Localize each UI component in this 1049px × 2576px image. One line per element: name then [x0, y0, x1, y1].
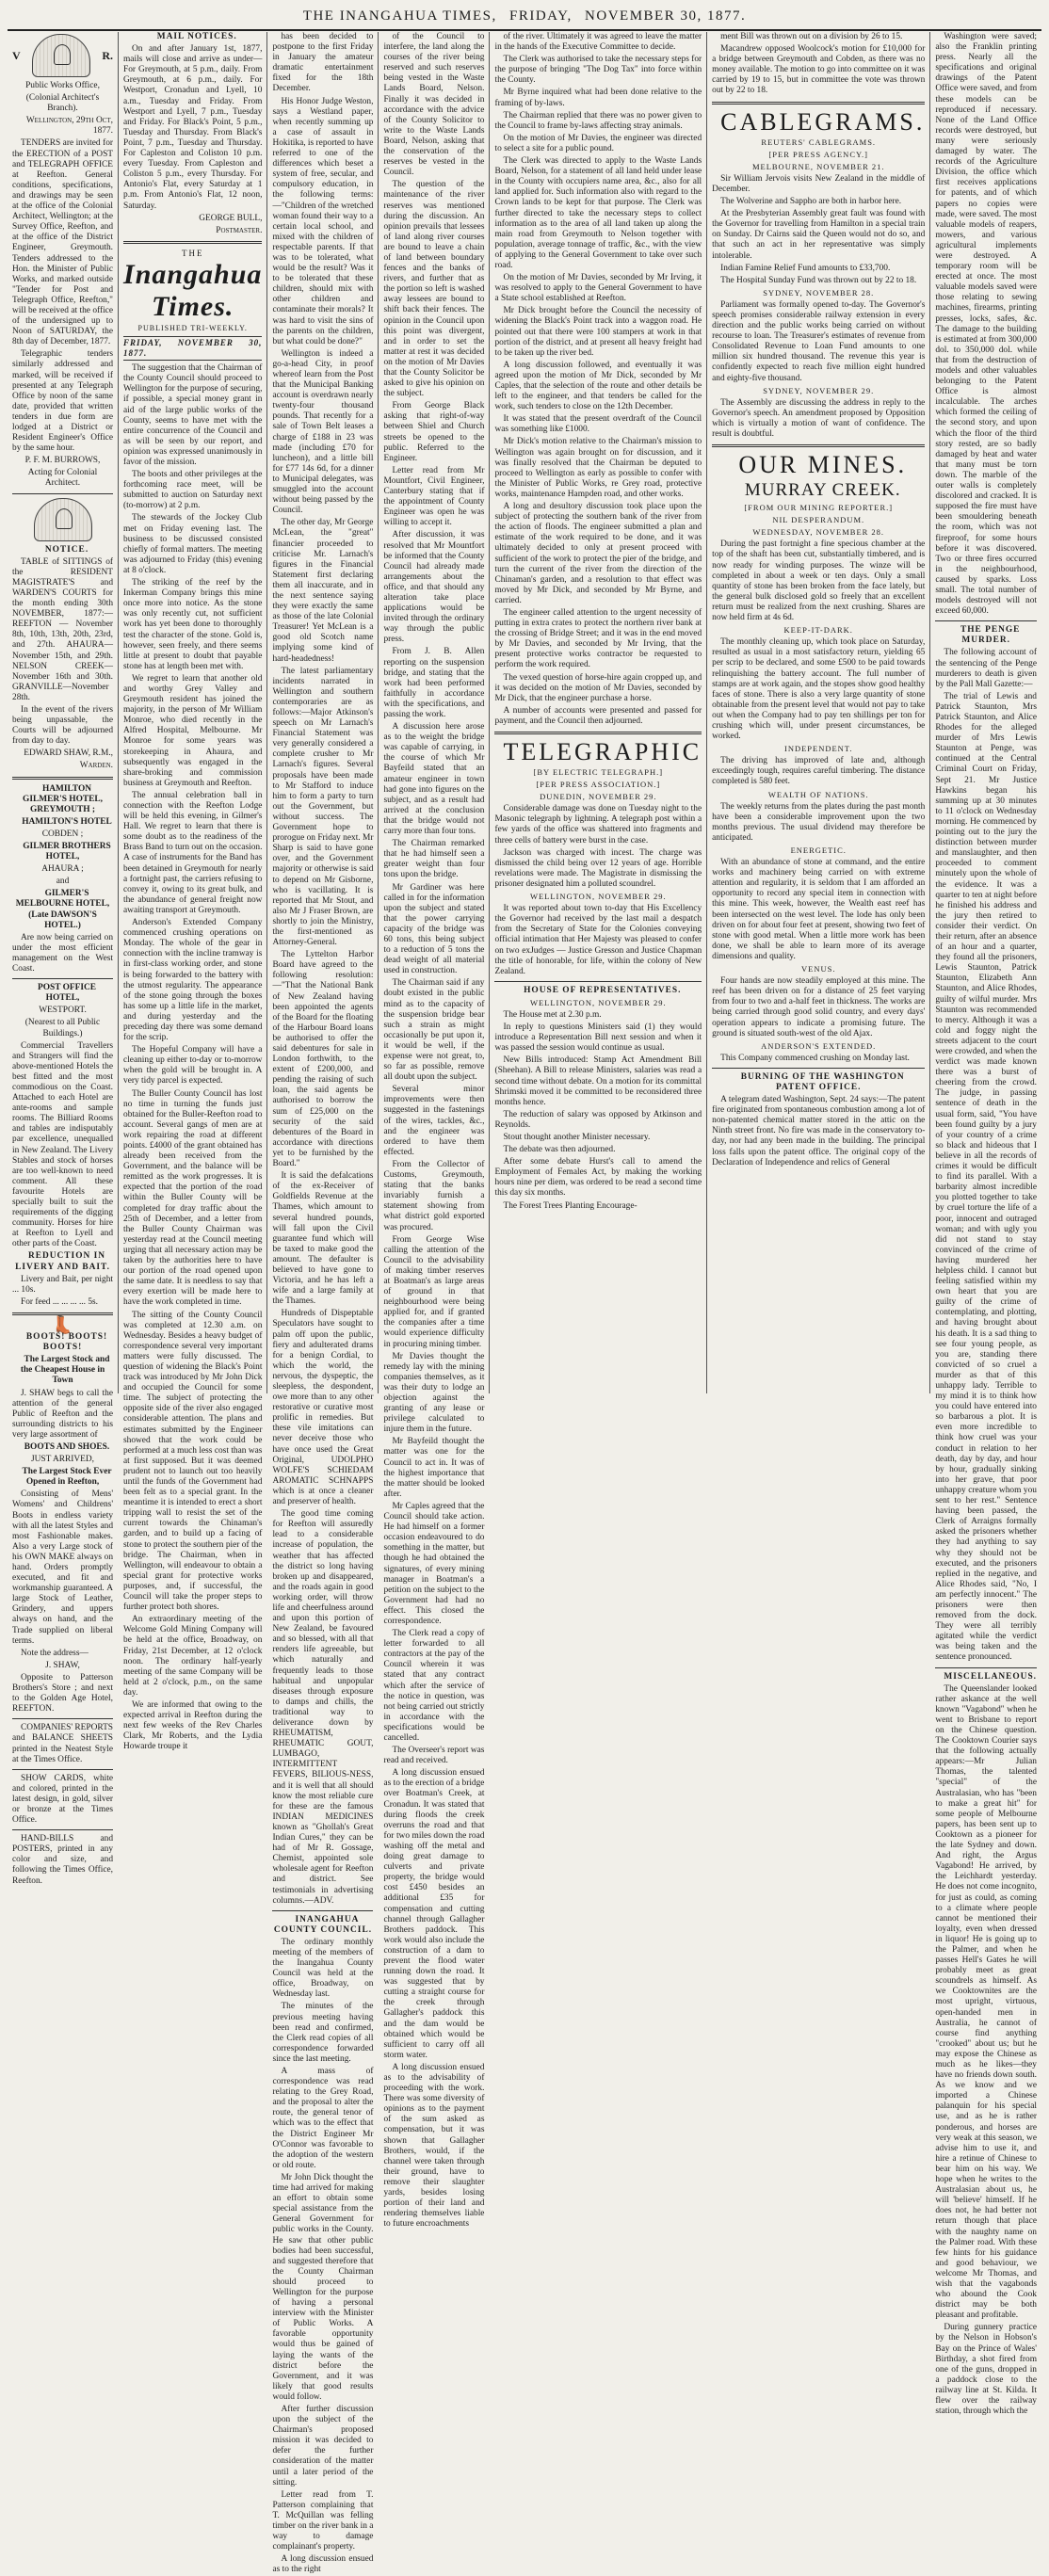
telegraph-dateline: DUNEDIN, NOVEMBER 29. — [540, 792, 657, 802]
column-1 — [8, 32, 119, 1886]
news-paragraph: His Honor Judge Weston, says a Westland paper, when recently summing up a case of assault in Hokitika, is reported to have referred to one of the differences which beset a system of free, secular, and compulsory education, in the following terms:—"Children of the wretched woman found their way to a certain local school, and mixed with the children of respectable parents. If that was to be tolerated, what would be the result? Was it to be tolerated that these children, should mix with other children and contaminate their morals? It was hard to visit the sins of the parents on the children, but what could be done?" — [272, 96, 374, 346]
po-hotel-line-3: (Nearest to all Public Buildings.) — [24, 1018, 101, 1038]
council-paragraph: of the river. Ultimately it was agreed to leave the matter in the hands of the Executive Committee to decide. — [494, 32, 702, 53]
council-paragraph: A discussion here arose as to the weight the bridge was capable of carrying, in the course of which Mr Bayfeild stated that an amateur engineer in town had gone into figures on the subject, and as a result had arrived at the conclusion that the bridge would not carry more than four tons. — [383, 722, 485, 837]
telegraphic-subheading: [BY ELECTRIC TELEGRAPH.] — [533, 767, 664, 777]
coat-of-arms-icon — [32, 34, 90, 77]
divider — [935, 1667, 1037, 1668]
telegraphic-heading: TELEGRAPHIC — [503, 738, 702, 765]
editorial-paragraph: The Hopeful Company will have a cleaning up either to-day or to-morrow when the gold will be brought in. A very tidy parcel is expected. — [123, 1045, 263, 1087]
mine-name: ANDERSON'S EXTENDED. — [761, 1040, 877, 1051]
council-paragraph: The engineer called attention to the urgent necessity of putting in extra crates to protect the northern river bank at the crossing of Bridge Street; and it was in the end moved by Mr Davies, and seconded by Mr Irving, that the present protective works contractor be requested to perform the work required. — [494, 607, 702, 670]
livery-line-1: Livery and Bait, per night ... 10s. — [12, 1274, 114, 1295]
mine-dateline: WEDNESDAY, NOVEMBER 28. — [752, 527, 885, 538]
mine-name: INDEPENDENT. — [783, 744, 853, 754]
editorial-paragraph: We are informed that owing to the expected arrival in Reefton during the next few weeks of the Rev Charles Clark, Mr Roberts, and the Lydia Howarde troupe it — [123, 1699, 263, 1752]
hotels-line-2: HAMILTON'S HOTEL — [22, 816, 112, 827]
editorial-paragraph: The stewards of the Jockey Club met on Friday evening last. The business to be discussed consisted chiefly of formal matters. The meeting was adjourned to Friday (this) evening at 8 o'clock. — [123, 513, 263, 575]
council-paragraph: The Chairman replied that there was no power given to the Council to frame by-laws affecting stray animals. — [494, 110, 702, 131]
editorial-paragraph: Anderson's Extended Company commenced crushing operations on Monday. The whole of the gear in connection with the incline tramway is in first-class working order, and stone is being forwarded to the battery with the utmost regularity. The appearance of the stone going through the boxes has some up a little life in the market, and during yesterday and the preceding day there was some demand for the scrip. — [123, 918, 263, 1043]
penge-heading: THE PENGE MURDER. — [960, 625, 1021, 646]
hotels-line-4: GILMER BROTHERS HOTEL, — [23, 842, 111, 862]
news-paragraph: The other day, Mr George McLean, the "great" financier proceeded to criticise Mr. Larnach's figures in the Financial Statement first declaring them all inaccurate, and in the next sentence saying they were exactly the same as those of the late Colonial Treasurer! Yet McLean is a good old Scotch name implying some kind of hard-headedness! — [272, 518, 374, 664]
house-paragraph: Stout thought another Minister necessary. — [503, 1133, 651, 1142]
pwo-date: Wellington, 29th Oct, 1877. — [25, 116, 114, 137]
mine-name: NIL DESPERANDUM. — [772, 515, 865, 525]
cablegrams-subheading: REUTERS' CABLEGRAMS. — [761, 137, 877, 147]
burning-paragraph: Washington were saved; also the Franklin printing press. Nearly all the specifications and original drawings of the Patent Office were saved, and from these models can be reproduced if necessary. None of the Land Office records were destroyed, but many were seriously damaged by water. The records of the Agriculture Division, the office which first receives applications for patents, and of which papers no copies were made, were saved. The most valuable models of reapers, mowers, and various agricultural implements were destroyed. A temporary room will be erected at once. The most valuable models saved were those relating to sewing machines, firearms, printing presses, locks, safes, &c. The damage to the building is estimated at from 300,000 dol. to 350,000 dol. while that from the destruction of models and other valuables belonging to the Patent Office is almost incalculable. The arches which formed the ceiling of the second story, and upon which the floor of the third story rested, are so badly damaged by heat and water that many must be torn down. The marble of the outer walls is completely discolored and cracked. It is supposed the fire must have been smouldering beneath the room, which was not fireproof, for some hours before it was discovered. Two or three fires occurred in the neighbourhood, caused by sparks. Loss small. The total number of models destroyed will not exceed 60,000. — [935, 32, 1037, 617]
mail-signature: GEORGE BULL, — [199, 213, 263, 223]
council-paragraph: Letter read from Mr Mountfort, Civil Engineer, Canterbury stating that if the appointment of County Engineer was open he was willing to accept it. — [383, 465, 485, 528]
council-paragraph: of the Council to interfere, the land along the courses of the river being reserved and such reserves being vested in the Waste Lands Board, Nelson. Finally it was decided in accordance with the advice of the County Solicitor to write to the Waste Lands Board, Nelson, asking that the conservation of the reserves be vested in the Council. — [383, 32, 485, 178]
pwo-signature: P. F. M. BURROWS, — [24, 456, 101, 466]
house-paragraph: ment Bill was thrown out on a division by 26 to 15. — [720, 32, 903, 41]
hotels-line-3: COBDEN ; — [41, 829, 84, 839]
cable-dateline: SYDNEY, NOVEMBER 29. — [763, 385, 875, 395]
boots-body: J. SHAW begs to call the attention of the general Public of Reefton and the surrounding districts to his very large assortment of — [12, 1388, 114, 1440]
royal-arms — [12, 32, 113, 81]
council-paragraph: Mr Davies thought the remedy lay with the mining companies themselves, as it was their duty to lodge an objection against the granting of any lease or privilege calculated to injure them in the future. — [383, 1351, 485, 1435]
council-paragraph: The Chairman said if any doubt existed in the public mind as to the capacity of the suspension bridge bear such a strain as might occasionally be put upon it, it would be well, if the expense were not great, to, so far as possible, remove all doubt upon the subject. — [383, 978, 485, 1083]
council-paragraph: A long discussion followed, and eventually it was agreed upon the motion of Mr Dick, seconded by Mr Caples, that the selection of the route and other details be left to the engineer, and that tenders be called for the work, such tenders to close on the 12th December. — [494, 360, 702, 412]
notice-body-2: In the event of the rivers being unpassable, the Courts will be adjourned from day to day. — [12, 704, 114, 747]
boots-note: Note the address— — [21, 1648, 89, 1658]
council-paragraph: Mr John Dick thought the time had arrived for making an effort to obtain some special assistance from the General Government for public works in the County. He saw that other public bodies had been successful, and suggested therefore that the County Chairman should proceed to Wellington for the purpose of having a personal interview with the Minister of Public Works. A favorable opportunity would thus be gained of laying the wants of the district before the Government, and it was likely that good results would follow. — [272, 2172, 374, 2402]
divider — [12, 1829, 113, 1830]
pwo-dept: (Colonial Architect's Branch). — [25, 93, 100, 114]
mail-signature-title: Postmaster. — [216, 225, 263, 235]
boots-largest: The Largest Stock Ever Opened in Reefton, — [22, 1467, 112, 1488]
council-paragraph: Mr Dick brought before the Council the necessity of widening the Black's Point track into a waggon road. He pointed out that there were 100 stampers at work in that portion of the district, and at present all heavy freight had to be taken up the river bed. — [494, 306, 702, 358]
misc-paragraph: During gunnery practice by the Nelson in Hobson's Bay on the Prince of Wales' Birthday, a shot fired from one of the guns, dropped in a paddock close to the railway line at St. Kilda. It flew over the railway station, through which the — [935, 2323, 1037, 2417]
divider — [494, 732, 702, 734]
divider — [123, 241, 262, 244]
boots-address: Opposite to Patterson Brothers's Store ; and next to the Golden Age Hotel, REEFTON. — [12, 1672, 114, 1715]
council-paragraph: A long discussion ensued as to the right — [272, 2554, 374, 2575]
mine-name: ENERGETIC. — [790, 845, 847, 855]
mine-paragraph: During the past fortnight a fine specious chamber at the top of the shaft has been cut, substantially timbered, and is now ready for winding purposes. The winze will be completed in about a week or ten days. Only a small quantity of stone has been broken from the face lately, but the general bulk disclosed gold so freely that an excellent return must be realized from the next crushing. Shares are now held firm at 4s 6d. — [712, 539, 926, 623]
mine-name: VENUS. — [801, 964, 836, 974]
council-paragraph: The question of the maintenance of the river reserves was mentioned during the discussion. An opinion prevails that lessees of land along river courses are bound to leave a chain of land between boundary fences and the banks of rivers, and further that as the portion so left is washed away lessees are bound to shift back their fences. The opinion in the Council upon this point was divergent, and in order to set the matter at rest it was decided on the motion of Mr Davies that the County Solicitor be asked to give his opinion on the subject. — [383, 180, 485, 399]
columns — [8, 32, 1041, 2575]
divider — [12, 1769, 113, 1770]
council-paragraph: The Overseer's report was read and received. — [383, 1746, 485, 1766]
editorial-paragraph: The Buller County Council has lost no time in turning the funds just obtained for the Buller-Reefton road to account. Several gangs of men are at work repairing the road at different points. £4000 of the grant obtained has already been received from the Government, and the balance will be remitted as the work progresses. It is expected that the portion of the road within the Buller County will be completed for dray traffic about the 25th of December, and a letter from the Buller County Chairman was yesterday read at the Council meeting urging that all necessary action may be taken by the authorities here to have our portion of the road opened upon the same date. It is needless to say that every exertion will be made here to have the work completed in time. — [123, 1088, 263, 1308]
council-paragraph: The Chairman remarked that he had himself seen a greater weight than four tons upon the bridge. — [383, 839, 485, 880]
column-7 — [930, 32, 1041, 2417]
running-head — [8, 6, 1041, 31]
mine-name: KEEP-IT-DARK. — [783, 625, 853, 636]
council-paragraph: From George Black asking that right-of-way between Shiel and Church streets be opened to the public. Referred to the Engineer. — [383, 401, 485, 463]
mail-heading: MAIL NOTICES. — [156, 32, 237, 41]
council-paragraph: It was stated that the present overdraft of the Council was something like £1000. — [494, 414, 702, 435]
mines-subheading: MURRAY CREEK. — [744, 480, 901, 501]
cable-paragraph: Indian Famine Relief Fund amounts to £33,700. — [720, 263, 891, 273]
boots-stock: The Largest Stock and the Cheapest House in Town — [20, 1355, 110, 1386]
pwo-office: Public Works Office, — [25, 81, 100, 90]
divider — [12, 493, 113, 494]
running-head-day: FRIDAY, — [509, 8, 573, 24]
coat-of-arms-icon-2 — [34, 498, 92, 541]
divider — [712, 1068, 925, 1069]
council-paragraph: Letter read from T. Patterson complaining that T. McQuillan was felling timber on the river bank in a way to damage complainant's property. — [272, 2489, 374, 2552]
emblem-letter-right: R. — [102, 49, 113, 63]
editorial-paragraph: We regret to learn that another old and worthy Grey Valley and Greymouth resident has joined the majority, in the person of Mr William Monroe, who died recently in the Alfred Hospital, Melbourne. Mr Monroe for some years was storekeeping in Ahaura, and subsequently was engaged in the share-broking and commission business at Greymouth and Reefton. — [123, 673, 263, 788]
hotels-line-1: HAMILTON GILMER'S HOTEL, GREYMOUTH ; — [23, 783, 103, 814]
council-paragraph: The Clerk was authorised to take the necessary steps for the purpose of bringing "The Dog Tax" into force within the County. — [494, 55, 702, 86]
house-heading: HOUSE OF REPRESENTATIVES. — [524, 985, 682, 995]
house-paragraph: The debate was then adjourned. — [503, 1145, 616, 1155]
column-5 — [490, 32, 707, 1393]
burning-paragraph: A telegram dated Washington, Sept. 24 says:—The patent fire originated from spontaneous combustion among a lot of non-patented chemical matter stored in the attic on the Ninth street front. No fire was made in the conservatory to-day, nor had any been made in the building. The principal loss falls upon the patent office. The original copy of the Declaration of Independence and relics of General — [712, 1095, 926, 1167]
council-paragraph: After further discussion upon the subject of the Chairman's proposed mission it was decided to defer the further consideration of the matter until a later period of the sitting. — [272, 2405, 374, 2487]
house-paragraph: Macandrew opposed Woolcock's motion for £10,000 for a bridge between Greymouth and Cobden, as there was no money available. The motion to go into committee on it was carried by 19 to 15, but in committee the vote was thrown out by 22 to 18. — [712, 44, 926, 96]
editorial-paragraph: The striking of the reef by the Inkerman Company brings this mine once more into notice. As the stone was only recently cut, not sufficient work has yet been done to thoroughly test the character of the stone. Gold is, however, seen freely, and there seems little at present to doubt that payable stone has at length been met with. — [123, 578, 263, 671]
penge-paragraph: The following account of the sentencing of the Penge murderers to death is given by the Pall Mall Gazette:— — [935, 648, 1037, 689]
house-dateline: WELLINGTON, NOVEMBER 29. — [529, 997, 667, 1007]
council-paragraph: Mr Gardiner was here called in for the information upon the subject and stated that the power carrying capacity of the bridge was 60 tons, this being subject to a reduction of 5 tons the dead weight of all material used in construction. — [383, 882, 485, 976]
council-paragraph: On the motion of Mr Davies, seconded by Mr Irving, it was resolved to apply to the General Government to have a State school established at Reefton. — [494, 273, 702, 304]
mine-paragraph: This Company commenced crushing on Monday last. — [720, 1053, 910, 1063]
pwo-body-2: Telegraphic tenders similarly addressed and marked, will be received if presented at any Telegraph Office by noon of the same date, provided that written tenders in due form are lodged at a District or Resident Engineer's Office by the same hour. — [12, 349, 114, 454]
council-paragraph: On the motion of Mr Davies, the engineer was directed to select a site for a public pound. — [494, 133, 702, 153]
title-the: THE — [181, 248, 204, 258]
mine-paragraph: The driving has improved of late and, although exceedingly tough, requires careful timbering. The distance completed is 580 feet. — [712, 756, 926, 787]
boots-arrived: JUST ARRIVED, — [30, 1455, 95, 1465]
editorial-paragraph: The boots and other privileges at the forthcoming race meet, will be submitted to auction on Saturday next (to-morrow) at 2 p.m. — [123, 470, 263, 511]
boots-shoes: BOOTS AND SHOES. — [24, 1441, 110, 1452]
column-2 — [119, 32, 267, 1752]
cable-paragraph: The Wolverine and Sappho are both in harbor here. — [720, 197, 902, 207]
divider — [712, 444, 925, 447]
editorial-dateline: FRIDAY, NOVEMBER 30, 1877. — [123, 336, 262, 361]
notice-body: TABLE of SITTINGS of the RESIDENT MAGISTRATE'S and WARDEN'S COURTS for the month ending 30th NOVEMBER, 1877:— REEFTON — November 8th, 10th, 13th, 20th, 23rd, and 27th. AHAURA—November 15th, and 29th. NELSON CREEK—November 16th and 30th. GRANVILLE—November 28th. — [12, 556, 114, 702]
editorial-paragraph: The sitting of the County Council was completed at 12.30 a.m. on Wednesday. Besides a heavy budget of correspondence several very important matters were fully discussed. The question of widening the Black's Point track was introduced by Mr John Dick and occupied the Council for some time. The subject of protecting the opposite side of the river also engaged considerable attention. The plans and estimates submitted by the Engineer showed that the work could be performed at a much less cost than was at first supposed. But it was deemed prudent not to launch out too heavily until the funds of the Government had been felt as to a special grant. In the meantime it is intended to erect a short tripping wall to resist the set of the current towards the Chinaman's garden, and to build up a facing of stone to protect the southern pier of the bridge. The Chairman, when in Wellington, will endeavour to obtain a special grant for protective works purposes, and, if successful, the Council will take the proper steps to further protect both shores. — [123, 1310, 263, 1613]
livery-line-2: For feed ... ... ... ... 5s. — [21, 1296, 99, 1307]
boots-heading: BOOTS! BOOTS! BOOTS! — [25, 1332, 108, 1353]
house-paragraph: In reply to questions Ministers said (1) they would introduce a Representation Bill next session and when it was passed the session would continue as usual. — [494, 1022, 702, 1054]
divider — [494, 981, 702, 982]
po-hotel-body: Commercial Travellers and Strangers will find the above-mentioned Hotels the best fitted and the most commodious on the Coast. Attached to each Hotel are ante-rooms and sample rooms. The Billiard Rooms and tables are indisputably par excellence, unequalled in New Zealand. The Livery Stables and stock of horses are too well-known to need comment. All these favourite Hotels are specially built to suit the requirements of the digging community. Horses for hire at Reefton to Lyell and other parts of the Coast. — [12, 1040, 114, 1249]
editorial-paragraph: The annual celebration ball in connection with the Reefton Lodge will be held this evening, in Gilmer's Hall. We regret to learn that there is some doubt as to the readiness of the Brass Band to turn out on the occasion. A case of instruments for the Band has been detained in Greymouth for nearly a fortnight past, the carriers refusing to convey it, owing to its great bulk, and the abundance of general freight now awaiting transport at Greymouth. — [123, 790, 263, 915]
running-head-date: NOVEMBER 30, 1877. — [585, 8, 747, 24]
council-paragraph: A mass of correspondence was read relating to the Grey Road, and the proposal to alter the route, the general tenor of which was to the effect that the District Engineer Mr O'Connor was favorable to the adoption of the western or old route. — [272, 2067, 374, 2170]
cable-paragraph: Parliament was formally opened to-day. The Governor's speech promises considerable railway extension in every direction and the public works being carried on without recourse to loan. The Treasurer's estimates of revenue from Consolidated Revenue to Loan Fund amounts to one million six hundred thousand. The revenue this year is confidently expected to reach five million eight hundred and eighty-five thousand. — [712, 299, 926, 383]
column-3 — [267, 32, 379, 2575]
council-paragraph: A long discussion ensued as to the advisability of proceeding with the work. There was some diversity of opinions as to the payment of the sum asked as compensation, but it was shown that Gallagher Brothers, would, if the channel were taken through their ground, have to remove their slaughter yards, besides losing portion of their land and rendering themselves liable to future encroachments — [383, 2062, 485, 2230]
cablegrams-heading: CABLEGRAMS. — [720, 107, 926, 136]
news-paragraph: The good time coming for Reefton will assuredly lead to a considerable increase of population, the weather that has affected the district so long having broken up and disappeared, and the roads again in good working order, will throw life and cheerfulness around and upon this portion of New Zealand, be favoured and so blessed, with all that renders life agreeable, but which naturally and frequently leads to those habitual and unpopular diseases through exposure to damps and chills, the traditional way to deliverance down by RHEUMATISM, RHEUMATIC GOUT, LUMBAGO, INTERMITTENT FEVERS, BILIOUS-NESS, and it is well that all should know the most reliable cure for these are the famous INDIAN MEDICINES known as "Ghollah's Great Indian Cures," they can be had of Mr R. Gossage, Chemist, appointed sole wholesale agent for Reefton and district. See testimonials in advertising columns.—ADV. — [272, 1509, 374, 1906]
telegraphic-source: [PER PRESS ASSOCIATION.] — [536, 780, 661, 790]
council-paragraph: The vexed question of horse-hire again cropped up, and it was decided on the motion of Mr Davies, seconded by Mr Dick, that the engineer purchase a horse. — [494, 672, 702, 703]
hotels-line-6: and — [56, 877, 70, 887]
penge-paragraph: The trial of Lewis and Patrick Staunton, Mrs Patrick Staunton, and Alice Rhodes for the alleged murder of Mrs Lewis Staunton at Penge, was continued at the Central Criminal Court on Friday, Sept 21. Mr Justice Hawkins began his summing up at 30 minutes to 11 o'clock on Wednesday morning. He commenced by pointing out to the jury the distinction between murder and manslaughter, and then proceeded to comment minutely upon the whole of the evidence. It was a quarter to ten at night before he finished his address and the jury then retired to consider their verdict. On their return, after an absence of an hour and a quarter, they found all the prisoners, Lewis Staunton, Patrick Staunton, Elizabeth Ann Staunton, and Alice Rhodes, guilty of wilful murder. Mrs Staunton was recommended to mercy. Although it was a cold and foggy night the streets adjacent to the court were crowded, and when the verdict was made known there was a burst of cheering from the crowd. The judge, in passing sentence of death in the usual form, said, "You have been found guilty by a jury of your country of a crime so black and hideous that I believe in all the records of crimes it would be difficult to find its parallel. With a barbarity almost incredible you plotted together to take by cruel torture the life of a poor, innocent and outraged woman; and with ugly you did not stand to stay convinced of the crime of having murdered her helpless child. I cannot but feeling satisfied within my own heart that you are guilty of the crime of contemplating, and plotting, and having brought about his death. It is a sad thing to see four young people, as you are, standing there convicted of so cruel a murder as that of this unhappy lady. Terrible to my mind it is to think how you could have entered into so barbarous a plot. It is even more incredible to think how cruel was your conduct in relation to her death, day by day, and hour by hour, gradually sinking into her grave, that poor unhappy creature whom you sent to her rest." Sentence having been passed, the Clerk of Arraigns formally asked the prisoners whether they had anything to say why they should not be executed, and the prisoners replied in the negative, and Alice Rhodes said, "No, I am perfectly innocent." The prisoners were then removed from the dock. They were all terribly agitated while the verdict was being taken and the sentence pronounced. — [935, 691, 1037, 1663]
miscellaneous-heading: MISCELLANEOUS. — [944, 1671, 1037, 1682]
title-subtitle: PUBLISHED TRI-WEEKLY. — [137, 323, 248, 332]
handbills-ad: HAND-BILLS and POSTERS, printed in any color and size, and following the Times Office, Reefton. — [12, 1834, 114, 1886]
mines-heading: OUR MINES. — [738, 451, 908, 479]
editorial-paragraph: An extraordinary meeting of the Welcome Gold Mining Company will be held at the office, Broadway, on Friday, 21st December, at 12 o'clock noon. The ordinary half-yearly meeting of the same Company will be held at 2 o'clock, p.m., on the same day. — [123, 1615, 263, 1698]
cable-paragraph: The Hospital Sunday Fund was thrown out by 22 to 18. — [720, 275, 917, 285]
column-4 — [379, 32, 490, 2230]
telegraph-paragraph: It was reported about town to-day that His Excellency the Governor had received by the last mail a despatch from the Secretary of State for the Colonies conveying official intimation that Her Majesty was pleased to confer on two exJudges — Justice Gresson and Justice Chapman the title of honorable, for life, within the colony of New Zealand. — [494, 904, 702, 976]
council-paragraph: Mr Caples agreed that the Council should take action. He had himself on a former occasion endeavoured to do something in the matter, but though he had obtained the signatures, of every mining manager in Boatman's a petition on the subject to the Government had had no effect. This closed the correspondence. — [383, 1501, 485, 1626]
house-paragraph: After some debate Hurst's call to amend the Employment of Females Act, by making the working hours nine per diem, was ordered to be read a second time this day six months. — [494, 1157, 702, 1199]
mine-paragraph: Four hands are now steadily employed at this mine. The reef has been driven on for a distance of 25 feet varying from four to two and a-half feet in thickness. The works are being carried through good solid country, and every days' operation appears to indicate a promising future. The ground is situated south-west of the old Ajax. — [712, 976, 926, 1038]
telegraph-paragraph: Jackson was charged with incest. The charge was dismissed the child being over 12 years of age. Horrible revelations were made. The Magistrate in dismissing the prisoner designated him a polluted scoundrel. — [494, 847, 702, 889]
council-paragraph: Several minor improvements were then suggested in the fastenings of the wires, tackles, &c., and the engineer was ordered to have them effected. — [383, 1085, 485, 1157]
council-paragraph: Mr Dick's motion relative to the Chairman's mission to Wellington was again brought on for discussion, and it was finally resolved that the Chairman be deputed to proceed to Wellington as early as possible to confer with the Minister of Public Works, re Grey road, protective works, maintenance Hampden road, and other works. — [494, 437, 702, 499]
hotels-body: Are now being carried on under the most efficient management on the West Coast. — [12, 932, 114, 974]
cable-paragraph: The Assembly are discussing the address in reply to the Governor's speech. An amendment proposed by Opposition which is virtually a motion of want of confidence. The result is doubtful. — [712, 397, 926, 439]
livery-heading: REDUCTION IN LIVERY AND BAIT. — [15, 1251, 110, 1272]
divider — [935, 620, 1037, 621]
divider — [12, 1718, 113, 1719]
notice-heading: NOTICE. — [44, 544, 89, 555]
council-paragraph: A long discussion ensued as to the erection of a bridge over Boatman's Creek, at Cronadun. It was stated that during floods the creek overruns the road and that for two miles down the road washing off the metal and doing great damage to culverts and private property, the bridge would cost £450 besides an additional £35 for compensation and cutting channel through Gallagher Brothers paddock. This work would also include the construction of a dam to prevent the flood water running down the road. It was suggested that by cutting a straight course for the creek through Gallagher's paddock this and the dam would be obtained which would be sufficient to carry off all storm water. — [383, 1768, 485, 2060]
emblem-letter-left: V — [12, 49, 21, 63]
boots-icon: 👢 — [52, 1314, 73, 1334]
po-hotel-line-1: POST OFFICE HOTEL, — [37, 983, 97, 1004]
house-paragraph: The reduction of salary was opposed by Atkinson and Reynolds. — [494, 1109, 702, 1130]
council-paragraph: A number of accounts were presented and passed for payment, and the Council then adjourned. — [494, 705, 702, 726]
house-paragraph: The Forest Trees Planting Encourage- — [503, 1200, 637, 1211]
cablegrams-source: [PER PRESS AGENCY.] — [768, 149, 868, 159]
news-paragraph: The Lyttelton Harbor Board have agreed to the following resolution:—"That the National Bank of New Zealand having been appointed the agents of the Board for the floating of the Harbour Board loans be authorised to offer the said debentures for sale in London forthwith, to the extent of £200,000, and pending the raising of such loan, the said agents be authorised to borrow the sum of £25,000 on the security of the said debentures of the Board in accordance with directions yet to be furnished by the Board." — [272, 950, 374, 1169]
misc-paragraph: The Queenslander looked rather askance at the well known "Vagabond" when he went to Brisbane to report on the Chinese question. The Cooktown Courier says that the following actually appears:—Mr Julian Thomas, the talented "special" of the Australasian, who has "been to make a great hit" for some people of Melbourne papers, has been sent up to Cooktown as a pioneer for the late Sydney and down. And right, the Argus Vagabond! He arrived, by the Leichhardt yesterday. He does not come incognito, for just as could, as coming to a climate where people cannot be mentioned their loyalty, even when dressed in liquor! He is going up to the Palmer, and when he passes Hell's Gates he will probably meet as great scoundrels as himself. As we Cooktownites are the most upright, virtuous, open-handed men in Australia, he cannot of course find anything "crooked" about us; but he may expose the Chinese as much as he likes—they have no friends down south. As we know and we imported a Chinese palanquin for his special use, and as he is rather ponderous, and horses are very weak at this season, we advise him to use it, and hire a retinue of Chinese to bear him on his way. We hope when he writes to the Australasian about us, he will 'believe' himself. If he does not, he had better not return though that place with the naughty name on the Palmer road. With these few hints for his guidance and good behaviour, we welcome Mr Thomas, and wish that the vagabonds who abound the Cook district may be both pleasant and profitable. — [935, 1683, 1037, 2321]
companies-ad: COMPANIES' REPORTS and BALANCE SHEETS printed in the Neatest Style at the Times Office. — [12, 1723, 114, 1764]
council-heading: INANGAHUA COUNTY COUNCIL. — [273, 1914, 373, 1935]
boots-signature: J. SHAW, — [45, 1660, 80, 1670]
council-paragraph: From the Collector of Customs, Greymouth, stating that the banks invariably furnish a statement showing from what district gold exported was procured. — [383, 1159, 485, 1232]
council-paragraph: From J. B. Allen reporting on the suspension bridge, and stating that the work had been performed faithfully in accordance with the specifications, and passing the work. — [383, 647, 485, 719]
pwo-body: TENDERS are invited for the ERECTION of a POST and TELEGRAPH OFFICE at Reefton. General conditions, specifications, and drawings may be seen at the office of the Colonial Architect, Wellington; at the Survey Office, Reefton, and at the office of the District Engineer, Greymouth. Tenders addressed to the Hon. the Minister of Public Works, and marked outside "Tender for Post and Telegraph Office, Reefton," will be received at the office of the undersigned up to Noon of SATURDAY, the 8th day of December, 1877. — [12, 138, 114, 347]
news-paragraph: Hundreds of Dispeptable Speculators have sought to palm off upon the public, fiery and adulterated drams for a benign Cordial, to which the world, the nervous, the dyspeptic, the sleepless, the despondent, owe more than to any other restorative or curative most prolific in remedies. But these vile imitations can never deceive those who have once used the Great Original, UDOLPHO WOLFE'S SCHIEDAM AROMATIC SCHNAPPS which is at once a cleaner and preserver of health. — [272, 1309, 374, 1507]
cable-dateline: MELBOURNE, NOVEMBER 21. — [751, 161, 885, 171]
cable-dateline: SYDNEY, NOVEMBER 28. — [763, 287, 875, 298]
mail-body: On and after January 1st, 1877, mails will close and arrive as under— For Greymouth, at 5 p.m., daily. From Greymouth, at 6 p.m., daily. For Westport, Cronadun and Lyell, 10 a.m., Tuesday and Friday. From Westport and Lyell, 7 p.m., Tuesday and Friday. For Black's Point, 5 p.m., Tuesday and Thursday. From Black's Point, 7 p.m., Tuesday and Thursday. For Capleston and Coliston 10 p.m. every Tuesday. From Capleston and Coliston 5 p.m., every Thursday. For Antonio's Flat, every Saturday at 1 p.m. From Antonio's Flat, 12 noon, Saturday. — [123, 44, 263, 211]
telegraph-dateline: WELLINGTON, NOVEMBER 29. — [529, 892, 667, 902]
news-paragraph: The latest parliamentary incidents narrated in Wellington and southern contemporaries are as follows:—Major Atkinson's speech on Mr Larnach's Financial Statement was very generally considered a complete crusher to Mr Larnach's figures. Several proposals have been made to Mr Stafford to induce him to form a party to turn out the Government, but without success. The Government hope to prorogue on Friday next. Mr Sharp is said to have gone over, and the Government majority or otherwise is said to depend on Mr Gisborne, who is vacillating. It is reported that Mr Stout, and also Mr J Fraser Brown, are shortly to join the Ministry, the first-mentioned as Attorney-General. — [272, 666, 374, 948]
council-paragraph: Mr Byrne inquired what had been done relative to the framing of by-laws. — [494, 88, 702, 108]
mine-paragraph: The monthly cleaning up, which took place on Saturday, resulted as usual in a most satisfactory return, yielding 65 per scrip to be declared, and some £500 to be paid towards relinquishing the battery account. The full number of stamps are at work again, and the stopes show good healthy faces of stone. There is also a very large quantity of stone obtainable from the present level that would not pay to take out when the Company had to pay ten shillings per ton for crushing which will, under present circumstances, be worked. — [712, 637, 926, 742]
divider — [272, 1910, 373, 1911]
council-paragraph: After discussion, it was resolved that Mr Mountfort be informed that the County Council had already made arrangements about the office, and that should any alteration take place applications would be invited through the ordinary way through the public press. — [383, 530, 485, 645]
hotels-line-5: AHAURA ; — [41, 864, 84, 875]
boots-body-2: Consisting of Mens' Womens' and Childrens' Boots in endless variety with all the latest Styles and most Fashionable makes. Also a very Large stock of his OWN MAKE always on hand. Orders promptly executed, and fit and workmanship guaranteed. A large Stock of Leather, Grindery, and uppers always on hand, and the Trade supplied on liberal terms. — [12, 1489, 114, 1646]
news-paragraph: Wellington is indeed a go-a-head City, in proof whereof learn from the Post that the Municipal Banking account is overdrawn nearly twenty-four thousand pounds. That recently for a sale of Town Belt leases a charge of £188 in 23 was made (including £70 for luncheon), and a little bill for £77 14s 6d, for a dinner to Municipal delegates, was smuggled into the account without being passed by the Council. — [272, 348, 374, 516]
running-head-paper: THE INANGAHUA TIMES, — [302, 8, 497, 24]
burning-heading: BURNING OF THE WASHINGTON PATENT OFFICE. — [740, 1071, 905, 1092]
po-hotel-line-2: WESTPORT. — [39, 1006, 87, 1016]
house-paragraph: The House met at 2.30 p.m. — [503, 1009, 602, 1020]
council-paragraph: From George Wise calling the attention of the Council to the advisability of making timber reserves at Boatman's as large areas of ground in that neighbourhood were being applied for, and if granted the companies after a time would experience difficulty in procuring mining timber. — [383, 1234, 485, 1349]
hotels-line-7: GILMER'S MELBOURNE HOTEL, (Late DAWSON'S HOTEL.) — [15, 889, 110, 930]
cable-paragraph: Sir William Jervois visits New Zealand in the middle of December. — [712, 173, 926, 194]
mine-name: WEALTH OF NATIONS. — [767, 789, 869, 799]
council-paragraph: The Clerk read a copy of letter forwarded to all contractors at the pay of the Council wherein it was stated that any contract which after the service of the notice in question, was not being carried out strictly in accordance with the specifications would be cancelled. — [383, 1629, 485, 1743]
mines-source: [FROM OUR MINING REPORTER.] — [744, 503, 894, 513]
council-paragraph: The ordinary monthly meeting of the members of the Inangahua County Council was held at the office, Broadway, on Wednesday last. — [272, 1937, 374, 2000]
newspaper-title-block — [123, 249, 262, 333]
mine-paragraph: With an abundance of stone at command, and the entire works and machinery being carried on with extreme attention and regularity, it is seldom that I am afforded an opportunity to record any special item in connection with this mine. This week, however, the Wealth east reef has been intersected on the west level. The lode has only been driven on for about four feet at present, showing two feet of stone with good metal. When a little more work has been done, we shall be able to learn more of its average dimensions and quality. — [712, 858, 926, 961]
pwo-signature-title: Acting for Colonial Architect. — [27, 468, 98, 489]
telegraph-paragraph: Considerable damage was done on Tuesday night to the Masonic telegraph by lightning. A telegraph post within a few yards of the office was shattered into fragments and three cells of battery were burst in the case. — [494, 804, 702, 845]
newspaper-title: Inangahua Times. — [123, 258, 263, 322]
mine-paragraph: The weekly returns from the plates during the past month have been a considerable improvement upon the two months previous. The usual dividend may therefore be anticipated. — [712, 801, 926, 843]
news-paragraph: has been decided to postpone to the first Friday in January the amateur dramatic entertainment fixed for the 18th December. — [272, 32, 374, 94]
showcards-ad: SHOW CARDS, white and colored, printed in the latest design, in gold, silver or bronze at the Times Office. — [12, 1773, 114, 1826]
divider — [712, 102, 925, 105]
notice-signature-title: Warden. — [79, 761, 114, 771]
council-paragraph: Mr Bayfeild thought the matter was one for the Council to act in. It was of the highest importance that the matter should be looked after. — [383, 1437, 485, 1499]
divider — [12, 777, 113, 780]
cable-paragraph: At the Presbyterian Assembly great fault was found with the Governor for travelling from Hamilton in a special train on Sunday. Dr Cairns said the Queen would not do so, and that such an act in her representative was simply intolerable. — [712, 209, 926, 261]
divider — [12, 978, 113, 979]
council-paragraph: The Clerk was directed to apply to the Waste Lands Board, Nelson, for a statement of all land held under lease in the County with occupiers name area, &c., also for all land applied for. Such information also with regard to the Crown lands to be kept for that purpose. The Clerk was further directed to take the necessary steps to collect information as to the area of all land taken up along the main road from Greymouth to Nelson together with population, average tonnage of traffic, &c., with the view of applying to the General Government to take over such road. — [494, 156, 702, 270]
council-paragraph: The minutes of the previous meeting having been read and confirmed, the Clerk read copies of all correspondence forwarded since the last meeting. — [272, 2002, 374, 2064]
news-paragraph: It is said the defalcations of the ex-Receiver of Goldfields Revenue at the Thames, which amount to several hundred pounds, will fall upon the Civil guarantee fund which will be taxed to make good the amount. The defaulter is believed to have gone to Victoria, and he has left a wife and a large family at the Thames. — [272, 1171, 374, 1307]
notice-signature: EDWARD SHAW, R.M., — [24, 749, 114, 759]
council-paragraph: A long and desultory discussion took place upon the subject of protecting the southern bank of the river from the action of floods. The engineer submitted a plan and estimate of the work required to be done, and it was ultimately decided to only at present proceed with sufficient of the work to protect the pier of the bridge, and turn the current of the river from the direction of the Chinaman's garden, and a resolution to that effect was moved by Mr Dick, and seconded by Mr Byrne, and carried. — [494, 502, 702, 605]
column-6 — [707, 32, 930, 1393]
editorial-paragraph: The suggestion that the Chairman of the County Council should proceed to Wellington for the purpose of securing, if possible, a special money grant in aid of the large public works of the County, seems to have met with the entire concurrence of the Council and as will be seen by our report, and opinion was expressed unanimously in favor of the mission. — [123, 363, 263, 467]
house-paragraph: New Bills introduced: Stamp Act Amendment Bill (Sheehan). A Bill to release Ministers, salaries was read a second time without debate. On a motion for its committal Shrimski moved it be committed to be reconsidered three months hence. — [494, 1055, 702, 1107]
